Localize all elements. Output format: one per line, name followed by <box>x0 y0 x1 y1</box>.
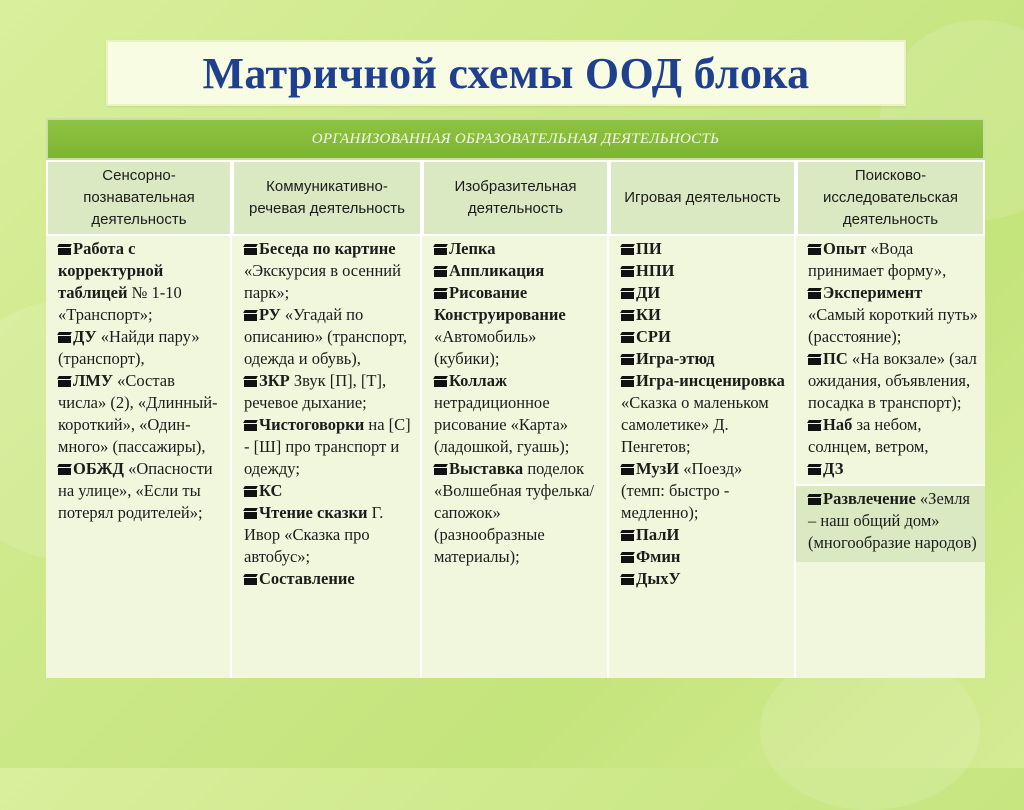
item-term: Конструирование <box>434 305 566 324</box>
table-header-label: ОРГАНИЗОВАННАЯ ОБРАЗОВАТЕЛЬНАЯ ДЕЯТЕЛЬНОСТЬ <box>311 130 720 147</box>
clapperboard-icon <box>621 574 634 585</box>
item-term: Рисование <box>449 283 528 302</box>
item-term: КС <box>259 481 283 500</box>
clapperboard-icon <box>244 420 257 431</box>
list-item <box>621 524 788 546</box>
clapperboard-icon <box>621 552 634 563</box>
list-item <box>621 568 788 590</box>
clapperboard-icon <box>808 244 821 255</box>
item-term: СРИ <box>636 327 671 346</box>
column-header-research: Поисково-исследовательская деятельность <box>796 160 985 236</box>
item-term: ДЗ <box>823 459 844 478</box>
item-term: Беседа по картине <box>259 239 396 258</box>
list-item <box>434 238 601 260</box>
item-term: Составление <box>259 569 355 588</box>
column-body-sensory <box>46 236 232 678</box>
item-term: НПИ <box>636 261 675 280</box>
column-body-game <box>609 236 796 678</box>
item-term: Лепка <box>449 239 496 258</box>
item-description: «Земля – наш общий дом» (многообразие народов) <box>808 489 977 552</box>
clapperboard-icon <box>621 530 634 541</box>
item-description: на [С] - [Ш] про транспорт и одежду; <box>244 415 411 478</box>
item-term: ПалИ <box>636 525 680 544</box>
column-body-visual <box>422 236 609 678</box>
clapperboard-icon <box>621 354 634 365</box>
item-term: Эксперимент <box>823 283 923 302</box>
item-description: «Экскурсия в осенний парк»; <box>244 261 401 302</box>
item-description: № 1-10 «Транспорт»; <box>58 283 182 324</box>
list-item <box>621 238 788 260</box>
item-term: ДУ <box>73 327 97 346</box>
clapperboard-icon <box>621 376 634 387</box>
column-body-communicative <box>232 236 422 678</box>
clapperboard-icon <box>244 486 257 497</box>
column-header-communicative: Коммуникативно-речевая деятельность <box>232 160 422 236</box>
item-description: «Вода принимает форму», <box>808 239 947 280</box>
clapperboard-icon <box>244 244 257 255</box>
clapperboard-icon <box>244 310 257 321</box>
matrix-table <box>46 118 985 678</box>
clapperboard-icon <box>808 420 821 431</box>
list-item <box>244 370 414 414</box>
clapperboard-icon <box>621 310 634 321</box>
item-description: за небом, солнцем, ветром, <box>808 415 929 456</box>
list-item <box>621 370 788 458</box>
item-description: Г. Ивор «Сказка про автобус»; <box>244 503 384 566</box>
clapperboard-icon <box>58 332 71 343</box>
column-body-research <box>796 236 985 678</box>
item-description: «Опасности на улице», «Если ты потерял родителей»; <box>58 459 213 522</box>
item-description: «Поезд» (темп: быстро - медленно); <box>621 459 743 522</box>
item-term: РУ <box>259 305 281 324</box>
table-header-band <box>46 118 985 160</box>
column-header-visual: Изобразительная деятельность <box>422 160 609 236</box>
list-item <box>58 326 224 370</box>
list-item <box>58 370 224 458</box>
item-term: КИ <box>636 305 661 324</box>
item-description: «Автомобиль» (кубики); <box>434 327 537 368</box>
title-box <box>106 40 906 106</box>
item-term: МузИ <box>636 459 680 478</box>
clapperboard-icon <box>58 464 71 475</box>
item-description: поделок «Волшебная туфелька/ сапожок» (разнообразные материалы); <box>434 459 595 566</box>
item-term: ДыхУ <box>636 569 681 588</box>
list-item <box>808 414 979 458</box>
clapperboard-icon <box>621 332 634 343</box>
list-item <box>434 282 601 304</box>
column-header-sensory: Сенсорно-познавательная деятельность <box>46 160 232 236</box>
clapperboard-icon <box>244 376 257 387</box>
list-item <box>621 348 788 370</box>
list-item <box>808 488 979 554</box>
column-headers <box>46 160 985 236</box>
list-item <box>808 348 979 414</box>
list-item <box>621 458 788 524</box>
item-term: Игра-инсценировка <box>636 371 785 390</box>
item-description: «Сказка о маленьком самолетике» Д. Пенгетов; <box>621 393 769 456</box>
item-term: Чтение сказки <box>259 503 368 522</box>
list-item <box>244 502 414 568</box>
list-item <box>58 238 224 326</box>
item-term: ПС <box>823 349 848 368</box>
clapperboard-icon <box>434 266 447 277</box>
list-item <box>808 282 979 348</box>
item-description: «Самый короткий путь» (расстояние); <box>808 305 978 346</box>
list-item <box>621 304 788 326</box>
clapperboard-icon <box>808 494 821 505</box>
item-term: Выставка <box>449 459 524 478</box>
item-term: ДИ <box>636 283 661 302</box>
list-item <box>621 260 788 282</box>
item-description: «Угадай по описанию» (транспорт, одежда и обувь), <box>244 305 407 368</box>
list-item <box>244 568 414 590</box>
clapperboard-icon <box>58 244 71 255</box>
clapperboard-icon <box>434 464 447 475</box>
list-item <box>621 546 788 568</box>
column-bodies <box>46 236 985 678</box>
clapperboard-icon <box>434 376 447 387</box>
list-item <box>621 282 788 304</box>
list-item <box>244 480 414 502</box>
item-term: Коллаж <box>449 371 507 390</box>
highlight-cell <box>796 484 985 562</box>
item-term: ПИ <box>636 239 662 258</box>
item-description: «Состав числа» (2), «Длинный-короткий», «Один-много» (пассажиры), <box>58 371 218 456</box>
list-item <box>808 458 979 480</box>
list-item <box>58 458 224 524</box>
item-term: Наб <box>823 415 853 434</box>
clapperboard-icon <box>434 288 447 299</box>
page-title: Матричной схемы ООД блока <box>202 48 810 98</box>
clapperboard-icon <box>621 244 634 255</box>
item-term: Чистоговорки <box>259 415 365 434</box>
column-header-game: Игровая деятельность <box>609 160 796 236</box>
item-term: Игра-этюд <box>636 349 715 368</box>
clapperboard-icon <box>58 376 71 387</box>
item-term: Опыт <box>823 239 867 258</box>
item-term: Аппликация <box>449 261 545 280</box>
list-item <box>434 370 601 458</box>
item-description: Звук [П], [Т], речевое дыхание; <box>244 371 387 412</box>
clapperboard-icon <box>621 266 634 277</box>
list-item <box>244 238 414 304</box>
list-item <box>434 304 601 370</box>
list-item <box>434 458 601 568</box>
clapperboard-icon <box>808 354 821 365</box>
clapperboard-icon <box>808 288 821 299</box>
item-description: «Найди пару» (транспорт), <box>58 327 200 368</box>
item-term: ОБЖД <box>73 459 124 478</box>
clapperboard-icon <box>621 464 634 475</box>
item-description: «На вокзале» (зал ожидания, объявления, посадка в транспорт); <box>808 349 977 412</box>
item-description: нетрадиционное рисование «Карта» (ладошкой, гуашь); <box>434 393 570 456</box>
list-item <box>244 304 414 370</box>
item-term: ЛМУ <box>73 371 113 390</box>
clapperboard-icon <box>244 574 257 585</box>
clapperboard-icon <box>434 244 447 255</box>
list-item <box>244 414 414 480</box>
clapperboard-icon <box>621 288 634 299</box>
clapperboard-icon <box>244 508 257 519</box>
item-term: Фмин <box>636 547 681 566</box>
list-item <box>434 260 601 282</box>
list-item <box>808 238 979 282</box>
item-term: ЗКР <box>259 371 290 390</box>
item-term: Работа с корректурной таблицей <box>58 239 164 302</box>
item-term: Развлечение <box>823 489 916 508</box>
clapperboard-icon <box>808 464 821 475</box>
list-item <box>621 326 788 348</box>
